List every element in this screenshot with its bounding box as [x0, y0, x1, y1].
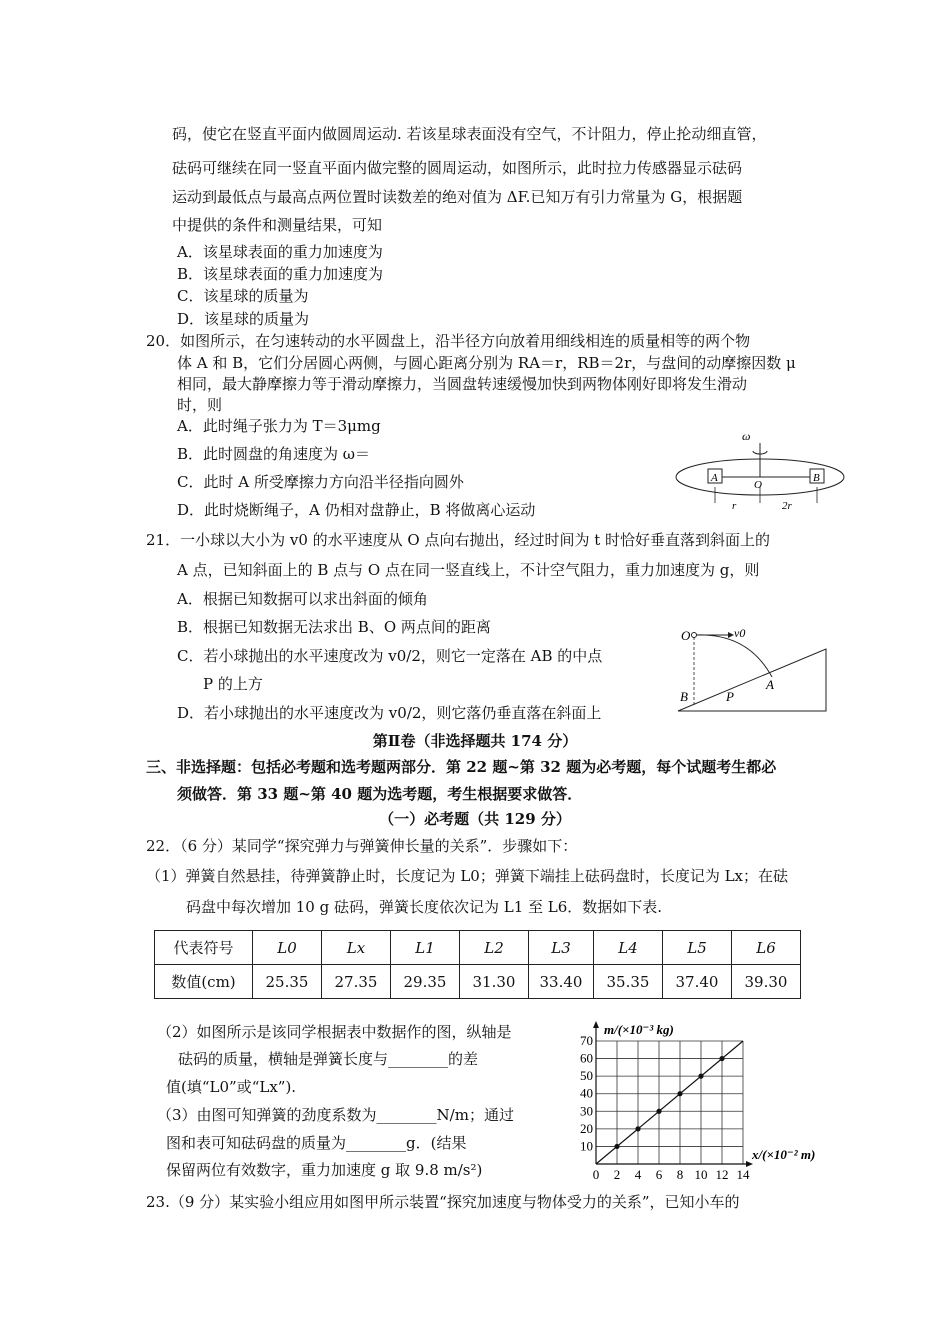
q21-option-d: D．若小球抛出的水平速度改为 v0/2，则它落仍垂直落在斜面上 — [177, 704, 602, 722]
section-intro-1: 三、非选择题：包括必考题和选考题两部分．第 22 题~第 32 题为必考题，每个试题考生都必 — [146, 758, 777, 776]
q23-line: 23.（9 分）某实验小组应用如图甲所示装置“探究加速度与物体受力的关系”，已知小车的 — [146, 1193, 740, 1211]
q21-option-a: A．根据已知数据可以求出斜面的倾角 — [177, 590, 428, 608]
header-cell: 代表符号 — [155, 931, 253, 965]
q19-line-2: 砝码可继续在同一竖直平面内做完整的圆周运动，如图所示，此时拉力传感器显示砝码 — [172, 159, 743, 177]
header-cell: L5 — [663, 931, 732, 965]
y-tick-label: 10 — [580, 1138, 593, 1154]
q19-option-c: C．该星球的质量为 — [177, 287, 309, 305]
center-label: O — [754, 479, 762, 491]
header-cell: L6 — [732, 931, 801, 965]
data-point — [656, 1109, 661, 1114]
value-cell: 31.30 — [460, 965, 529, 999]
x-tick-label: 10 — [694, 1167, 708, 1182]
incline-figure — [676, 625, 831, 717]
x-tick-label: 8 — [676, 1167, 684, 1182]
data-point — [698, 1074, 703, 1079]
x-tick-label: 2 — [613, 1167, 621, 1182]
header-cell: Lx — [322, 931, 391, 965]
q19-option-a: A．该星球表面的重力加速度为 — [177, 243, 383, 261]
data-point — [614, 1144, 619, 1149]
value-cell: 25.35 — [253, 965, 322, 999]
q19-line-1: 码，使它在竖直平面内做圆周运动. 若该星球表面没有空气，不计阻力，停止抡动细直管， — [172, 125, 767, 143]
header-cell: L3 — [529, 931, 594, 965]
q20-option-b: B．此时圆盘的角速度为 ω＝ — [177, 445, 371, 463]
y-tick-label: 70 — [580, 1033, 593, 1048]
header-cell: L1 — [391, 931, 460, 965]
q21-line-1: 21．一小球以大小为 v0 的水平速度从 O 点向右抛出，经过时间为 t 时恰好垂直落到斜面上的 — [146, 531, 771, 549]
y-tick-label: 30 — [580, 1103, 593, 1119]
q20-line-4: 时，则 — [177, 396, 223, 414]
q20-option-a: A．此时绳子张力为 T＝3μmg — [177, 417, 381, 435]
q19-option-d: D．该星球的质量为 — [177, 310, 310, 328]
q19-line-3: 运动到最低点与最高点两位置时读数差的绝对值为 ΔF.已知万有引力常量为 G，根据题 — [172, 188, 743, 206]
block-b-label: B — [813, 472, 820, 484]
q22-part2-line2: 砝码的质量，横轴是弹簧长度与________的差 — [178, 1050, 479, 1068]
q22-head: 22．（6 分）某同学“探究弹力与弹簧伸长量的关系”．步骤如下： — [146, 837, 578, 855]
q22-part3-line1: （3）由图可知弹簧的劲度系数为________N/m；通过 — [157, 1106, 514, 1124]
2r-label: 2r — [782, 500, 792, 512]
q19-line-4: 中提供的条件和测量结果，可知 — [172, 216, 383, 234]
x-tick-label: 4 — [634, 1167, 642, 1182]
x-tick-label: 12 — [715, 1167, 729, 1182]
section-subtitle: （一）必考题（共 129 分） — [379, 810, 571, 828]
y-tick-label: 40 — [580, 1085, 593, 1101]
q22-part3-line3: 保留两位有效数字，重力加速度 g 取 9.8 m/s²) — [166, 1161, 483, 1179]
x-tick-label: 14 — [736, 1167, 750, 1182]
value-cell: 37.40 — [663, 965, 732, 999]
value-cell: 39.30 — [732, 965, 801, 999]
header-cell: L2 — [460, 931, 529, 965]
block-a-label: A — [711, 472, 718, 484]
data-point — [719, 1056, 724, 1061]
v0-label: v0 — [734, 626, 746, 640]
q20-line-1: 20．如图所示，在匀速转动的水平圆盘上，沿半径方向放着用细线相连的质量相等的两个物 — [146, 332, 751, 350]
y-tick-label: 60 — [580, 1050, 593, 1066]
q20-line-2: 体 A 和 B，它们分居圆心两侧，与圆心距离分别为 RA＝r，RB＝2r，与盘间的动摩擦因数 μ — [177, 354, 796, 372]
section-intro-2: 须做答．第 33 题~第 40 题为选考题，考生根据要求做答． — [177, 785, 583, 803]
q22-part1-line2: 码盘中每次增加 10 g 砝码，弹簧长度依次记为 L1 至 L6．数据如下表. — [186, 898, 663, 916]
q21-line-2: A 点，已知斜面上的 B 点与 O 点在同一竖直线上，不计空气阻力，重力加速度为 g，则 — [177, 561, 760, 579]
q19-option-b: B．该星球表面的重力加速度为 — [177, 265, 384, 283]
value-cell: 33.40 — [529, 965, 594, 999]
point-o-label: O — [681, 628, 691, 643]
spring-data-table — [154, 930, 801, 999]
q21-option-b: B．根据已知数据无法求出 B、O 两点间的距离 — [177, 618, 491, 636]
value-cell: 27.35 — [322, 965, 391, 999]
q22-part2-line1: （2）如图所示是该同学根据表中数据作的图，纵轴是 — [157, 1023, 512, 1041]
mass-length-chart — [570, 1018, 840, 1186]
value-cell: 数值(cm) — [155, 965, 253, 999]
table-row — [155, 965, 801, 999]
omega-label: ω — [742, 429, 751, 443]
disc-figure — [670, 425, 850, 520]
q20-option-c: C．此时 A 所受摩擦力方向沿半径指向圆外 — [177, 473, 464, 491]
point-p-label: P — [726, 689, 734, 704]
data-point — [677, 1091, 682, 1096]
value-cell: 35.35 — [594, 965, 663, 999]
point-b-label: B — [680, 689, 688, 704]
q20-option-d: D．此时烧断绳子，A 仍相对盘静止，B 将做离心运动 — [177, 501, 536, 519]
table-header-row — [155, 931, 801, 965]
y-tick-label: 20 — [580, 1120, 593, 1136]
point-a-label: A — [766, 677, 774, 692]
section-title: 第Ⅱ卷（非选择题共 174 分） — [372, 732, 578, 750]
x-axis-label: x/(×10⁻² m) — [752, 1147, 816, 1162]
x-tick-label: 6 — [655, 1167, 663, 1182]
y-axis-label: m/(×10⁻³ kg) — [604, 1022, 674, 1037]
q21-option-c: C．若小球抛出的水平速度改为 v0/2，则它一定落在 AB 的中点 — [177, 647, 603, 665]
q22-part1-line1: （1）弹簧自然悬挂，待弹簧静止时，长度记为 L0；弹簧下端挂上砝码盘时，长度记为 Lx；在砝 — [146, 867, 789, 885]
q21-option-c-cont: P 的上方 — [203, 675, 263, 693]
q22-part3-line2: 图和表可知砝码盘的质量为________g．(结果 — [166, 1134, 467, 1152]
x-tick-label: 0 — [592, 1167, 600, 1182]
q22-part2-line3: 值(填“L0”或“Lx”). — [166, 1078, 297, 1096]
y-tick-label: 50 — [580, 1068, 593, 1084]
data-point — [635, 1126, 640, 1131]
value-cell: 29.35 — [391, 965, 460, 999]
q20-line-3: 相同，最大静摩擦力等于滑动摩擦力，当圆盘转速缓慢加快到两物体刚好即将发生滑动 — [177, 375, 748, 393]
header-cell: L0 — [253, 931, 322, 965]
header-cell: L4 — [594, 931, 663, 965]
r-label: r — [732, 500, 737, 512]
